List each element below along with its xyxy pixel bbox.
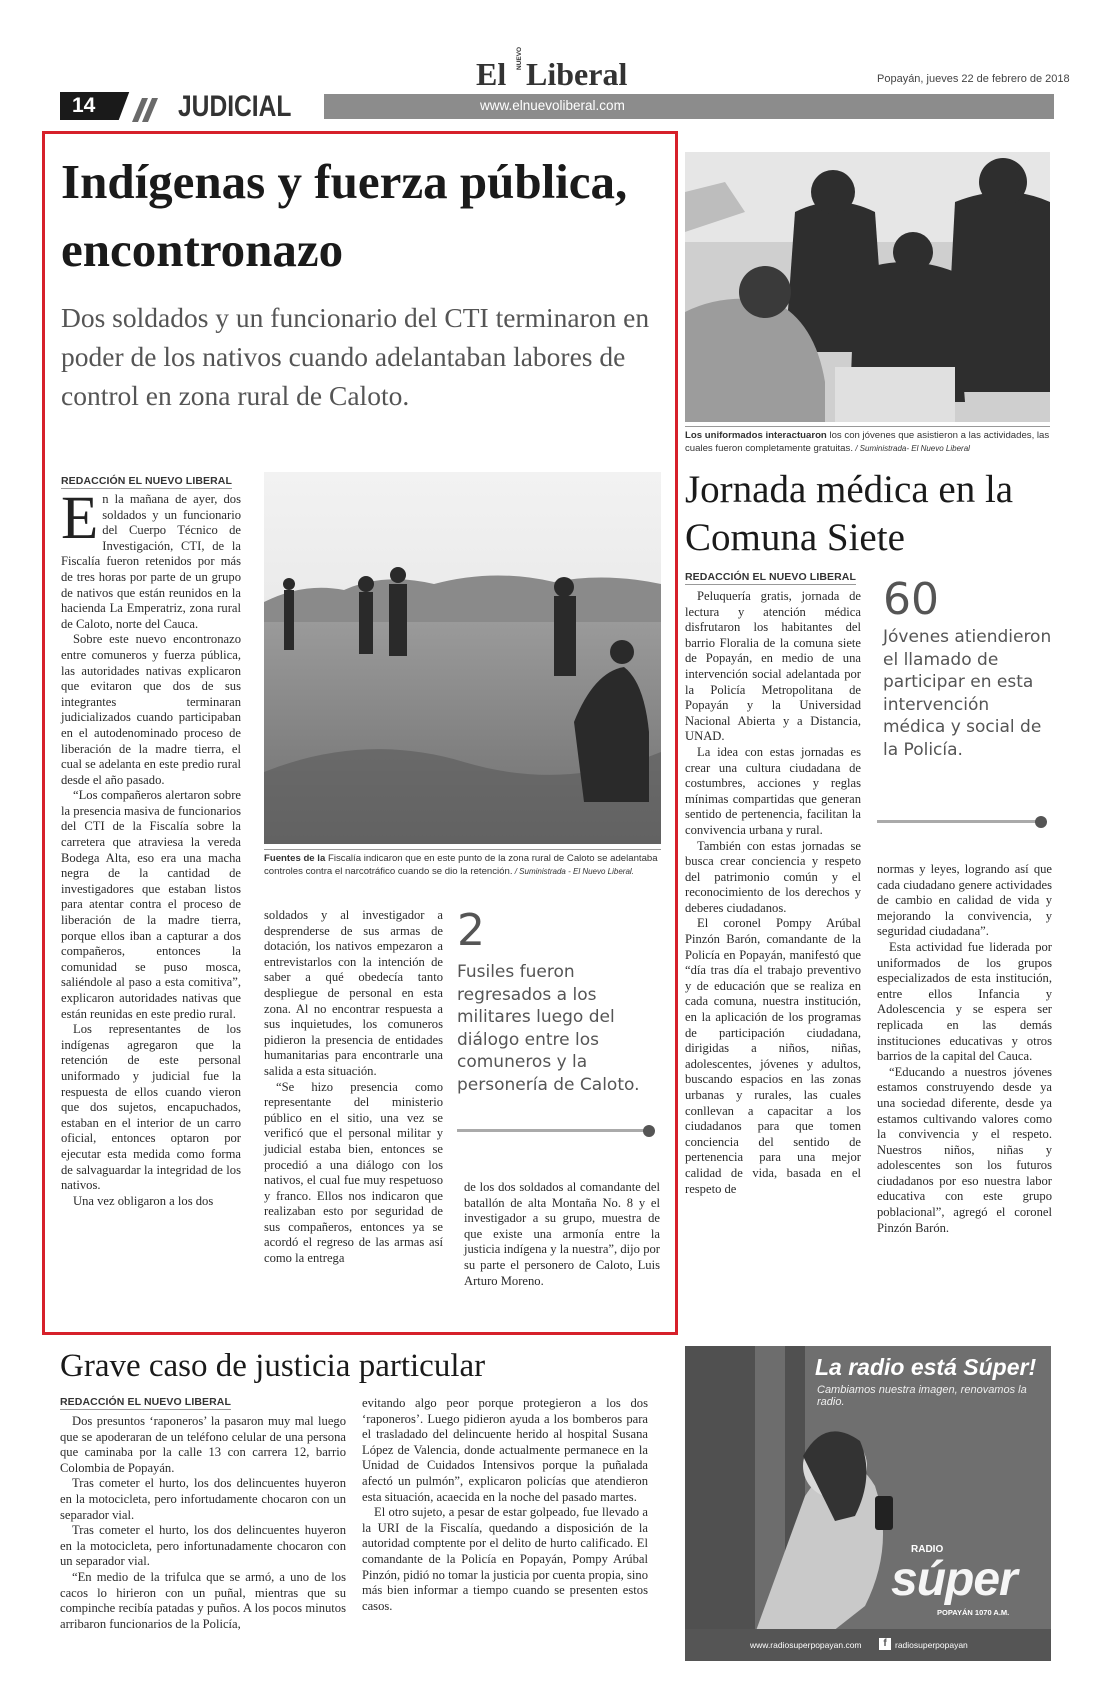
drop-cap: E (61, 485, 99, 552)
main-byline: REDACCIÓN EL NUEVO LIBERAL (61, 475, 232, 487)
main-stat-number: 2 (457, 905, 485, 956)
bottom-byline-wrap (60, 1392, 231, 1410)
right-col1-p1: Peluquería gratis, jornada de lectura y atención médica disfrutaron los habitantes del barrio Floralia de la comuna siete de Popayán, en medio de una intervención social adelantada por la Policía Metropolitana de Popayán y la Universidad Nacional Abierta y a Distancia, UNAD. (685, 589, 861, 744)
main-col-1 (61, 485, 241, 1209)
logo-nuevo: NUEVO (516, 46, 523, 70)
ad-brand: súper (891, 1553, 1017, 1606)
right-caption-text: los con jóvenes que asistieron a las actividades, las cuales fueron completamente gratuitas. (685, 430, 1050, 454)
right-headline: Jornada médica en la Comuna Siete (685, 468, 1014, 559)
right-col-1 (685, 589, 861, 1197)
bottom-headline: Grave caso de justicia particular (60, 1348, 486, 1384)
radio-super-ad (685, 1346, 1051, 1661)
bottom-col1-p3: Tras cometer el hurto, los dos delincuentes huyeron en la motocicleta, pero infortunadamente chocaron con un separador vial. (60, 1523, 346, 1569)
ad-website: www.radiosuperpopayan.com (750, 1640, 862, 1650)
right-photo-caption (685, 426, 1050, 455)
main-col-3 (464, 1180, 660, 1289)
right-col2-p2: Esta actividad fue liderada por uniformados de los grupos especializados de esta institución, entre ellos Infancia y Adolescencia y se espera ser replicada en las demás instituciones educativas y otros barrios de la capital del Cauca. (877, 939, 1052, 1064)
main-stat-dot (643, 1125, 655, 1137)
logo-liberal: Liberal (526, 56, 628, 92)
right-stat-text: Jóvenes atiendieron el llamado de participar en esta intervención médica y social de la Policía. (883, 627, 1052, 760)
main-photo-caption (264, 849, 661, 878)
main-stat-box (457, 905, 657, 1144)
bottom-col-2 (362, 1396, 648, 1614)
right-col2-p1: normas y leyes, logrando así que cada ciudadano genere actividades de cambio en calidad de vida y mejorando la convivencia, y seguridad ciudadana”. (877, 862, 1052, 939)
main-stat-text: Fusiles fueron regresados a los militares luego del diálogo entre los comuneros y la personería de Caloto. (457, 962, 640, 1095)
right-col2-p3: “Educando a nuestros jóvenes estamos construyendo desde ya una sociedad diferente, desde ya estamos cultivando valores como la convivencia y el respeto. Nuestros niños, niñas y adolescentes son los futuros ciudadanos por eso nuestra labor educativa con este grupo poblacional”, agregó el coronel Pinzón Barón. (877, 1064, 1052, 1235)
bottom-col1-p4: “En medio de la trifulca que se armó, a uno de los cacos lo hirieron con un puñal, mientras que su compinche recibía patadas y puños. A los pocos minutos arribaron funcionarios de la Policía, (60, 1569, 346, 1631)
main-col2-p2: “Se hizo presencia como representante del ministerio público en el sitio, una vez se verificó que el personal militar y judicial estaba bien, entonces se procedió a una diálogo con los nativos, el cual fue muy respetuoso y franco. Ellos nos indicaron que realizaban esto por seguridad de sus compañeros, entonces ya se acordó el regreso de las armas así como la entrega (264, 1079, 443, 1266)
main-stat-rule (457, 1129, 645, 1132)
bottom-col1-p1: Dos presuntos ‘raponeros’ la pasaron muy mal luego que se apoderaran de un teléfono celular de una persona que caminaba por la calle 13 con carrera 12, barrio Colombia de Popayán. (60, 1414, 346, 1475)
issue-date: Popayán, jueves 22 de febrero de 2018 (877, 73, 1070, 85)
bottom-col1-p2: Tras cometer el hurto, los dos delincuentes huyeron en la motocicleta, pero infortudamente chocaron con un separador vial. (60, 1476, 346, 1522)
masthead-logo (476, 46, 636, 92)
right-caption-bold: Los uniformados interactuaron (685, 430, 827, 441)
main-headline: Indígenas y fuerza pública, encontronazo (61, 154, 628, 277)
main-col-2 (264, 908, 443, 1267)
main-col1-p4: Los representantes de los indígenas agregaron que la retención de este personal uniformado y judicial fue la respuesta de ellos cuando vieron que dos sujetos, encapuchados, estaban en el interior de un carro oficial, entonces optaron por ejecutar esta medida como forma de salvaguardar la integridad de los nativos. (61, 1022, 241, 1193)
ad-frequency: POPAYÁN 1070 A.M. (937, 1608, 1010, 1617)
website-url: www.elnuevoliberal.com (480, 98, 625, 113)
right-byline: REDACCIÓN EL NUEVO LIBERAL (685, 571, 856, 583)
main-col1-p3: “Los compañeros alertaron sobre la presencia masiva de funcionarios del CTI de la Fiscalía sobre la carretera que atraviesa la vereda Bodega Alta, eso era una macha negra de la cantidad de investigadores que estaban listos para atentar contra el proceso de liberación de la madre tierra, porque ellos iban a capturar a dos compañeros, entonces la comunidad se puso mosca, saliéndole al paso a esta comitiva”, explicaron autoridades nativas que están reunidas en este predio rural. (61, 788, 241, 1021)
ad-brand-small: RADIO (911, 1544, 944, 1555)
section-bar (324, 94, 1054, 119)
right-col1-p2: La idea con estas jornadas es crear una cultura ciudadana de costumbres, acciones y reglas mínimas compartidas que generan sentido de pertenencia, facilitan la convivencia urbana y rural. (685, 744, 861, 837)
ad-tagline: Cambiamos nuestra imagen, renovamos la radio. (817, 1384, 1027, 1408)
ad-slogan: La radio está Súper! (815, 1354, 1037, 1380)
right-stat-rule (877, 820, 1037, 823)
main-col1-p1: n la mañana de ayer, dos soldados y un funcionario del Cuerpo Técnico de Investigación, CTI, de la Fiscalía fueron retenidos por más de tres horas por parte de un grupo de nativos que están reunidos en la hacienda La Emperatriz, zona rural de Caloto, norte del Cauca. (61, 492, 241, 631)
main-photo (264, 472, 661, 844)
right-col1-p3: También con estas jornadas se busca crear conciencia y respeto del patrimonio común y el reconocimiento de los derechos y deberes ciudadanos. (685, 838, 861, 915)
right-caption-credit: / Suministrada- El Nuevo Liberal (852, 443, 970, 453)
main-col1-p2: Sobre este nuevo encontronazo entre comuneros y fuerza pública, las autoridades nativas explicaron que evitaron que dos de sus integrantes terminaran judicializados cuando participaban en el autodenominado proceso de liberación de la madre tierra, el cual se adelanta en este predio rural desde el año pasado. (61, 632, 241, 787)
main-subheadline: Dos soldados y un funcionario del CTI terminaron en poder de los nativos cuando adelantaban labores de control en zona rural de Caloto. (61, 302, 650, 411)
right-col-2 (877, 862, 1052, 1236)
main-caption-credit: / Suministrada - El Nuevo Liberal. (512, 866, 634, 876)
logo-el: El (476, 56, 507, 92)
section-slashes (112, 90, 162, 122)
bottom-byline: REDACCIÓN EL NUEVO LIBERAL (60, 1396, 231, 1408)
right-photo (685, 152, 1050, 422)
main-caption-text: Fiscalía indicaron que en este punto de la zona rural de Caloto se adelantaba controles contra el narcotráfico cuando se dio la retención. (264, 853, 658, 877)
ad-facebook: radiosuperpopayan (895, 1640, 968, 1650)
main-caption-bold: Fuentes de la (264, 853, 326, 864)
bottom-col2-p2: El otro sujeto, a pesar de estar golpeado, fue llevado a la URI de la Fiscalía, quedando a disposición de la autoridad comptente por el delito de hurto calificado. El comandante de la Policía en Popayán, Pompy Arúbal Pinzón, pidió no tomar la justicia por cuenta propia, sino más bien informar a tiempo cuando se presenten estos casos. (362, 1505, 648, 1613)
bottom-col-1 (60, 1414, 346, 1632)
right-col1-p4: El coronel Pompy Arúbal Pinzón Barón, comandante de la Policía en Popayán, manifestó que “día tras día el trabajo preventivo y de educación que se realiza en cada comuna, nuestra institución, en la aplicación de los programas de participación ciudadana, dirigidas a niños, niñas, adolescentes, jóvenes y adultos, buscando espacios en las zonas urbanas y rurales, las cuales conllevan a capacitar a los ciudadanos para que tomen conciencia del sentido de pertenencia para una mejor calidad de vida, basada en el respeto de (685, 916, 861, 1196)
facebook-icon: f (879, 1638, 891, 1650)
main-col1-p5: Una vez obligaron a los dos (73, 1193, 214, 1208)
page-header (0, 0, 1111, 125)
right-stat-box (883, 574, 1055, 848)
main-col2-p1: soldados y al investigador a desprenderse de sus armas de dotación, los nativos empezaron a entrevistarlos con la intención de saber a qué obedecía tanto despliegue de personal en esta zona. Al no encontrar respuesta a sus inquietudes, los comuneros pidieron la presencia de entidades humanitarias para encontrarle una salida a esta situación. (264, 908, 443, 1078)
right-stat-dot (1035, 816, 1047, 828)
main-article (42, 131, 678, 1335)
right-byline-wrap (685, 567, 856, 585)
right-stat-number: 60 (883, 574, 939, 625)
section-title: JUDICIAL (178, 90, 292, 123)
page-number: 14 (72, 94, 96, 117)
main-col3-p1: de los dos soldados al comandante del batallón de alta Montaña No. 8 y el investigador a su grupo, muestra de que existe una armonía entre la justicia indígena y la nuestra”, dijo por su parte el personero de Caloto, Luis Arturo Moreno. (464, 1180, 660, 1288)
bottom-col2-p1: evitando algo peor porque protegieron a los dos ‘raponeros’. Luego pidieron ayuda a los bomberos para el trasladado del delincuente herido al hospital Susana López de Valencia, donde actualmente permanece en la Unidad de Cuidados Intensivos porque la puñalada afectó un pulmón”, explicaron policías que atendieron esta situación, acaecida en la noche del pasado martes. (362, 1396, 648, 1504)
